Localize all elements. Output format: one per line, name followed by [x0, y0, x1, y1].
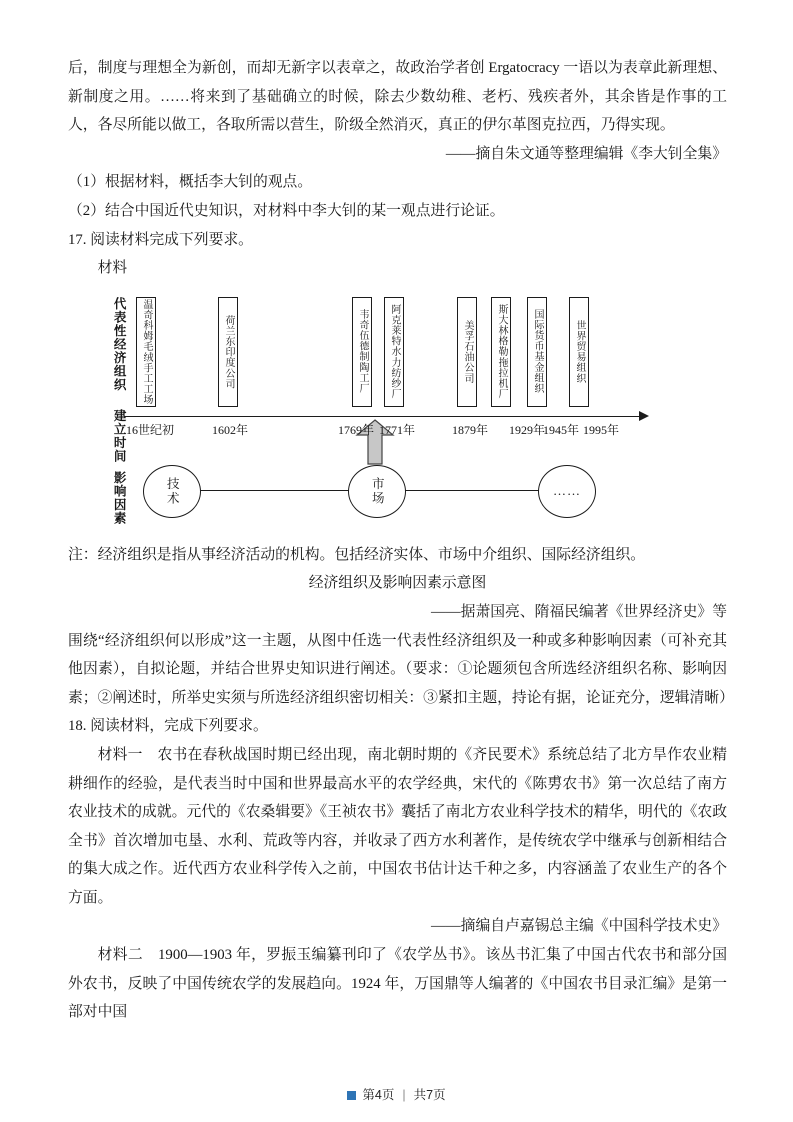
question-17-task: 围绕“经济组织何以形成”这一主题，从图中任选一代表性经济组织及一种或多种影响因素（可补充其他因素），自拟论题，并结合世界史知识进行阐述。（要求：①论题须包含所选经济组织名称、影响因素；②阐述时，所举史实须与所选经济组织密切相关：③紧扣主题，持论有据，论证充分，逻辑清晰） [68, 632, 734, 706]
org-year: 1995年 [582, 422, 619, 437]
material-two-text: 材料二 1900—1903 年，罗振玉编纂刊印了《农学丛书》。该丛书汇集了中国古代农书和部分国外农书，反映了中国传统农学的发展趋向。1924 年，万国鼎等人编著的《中国农书目录汇编》是第一部对中国 [68, 947, 727, 1021]
paragraph-li-dazhao-quote: 后，制度与理想全为新创，而却无新字以表章之，故政治学者创 Ergatocracy 一语以为表章此新理想、新制度之用。……将来到了基础确立的时候，除去少数幼稚、老朽、残疾者外，其余皆是作事的工人，各尽所能以做工，各取所需以营生，阶级全然消灭，真正的伊尔革图克拉西，乃得实现。 [68, 60, 727, 134]
org-year: 1945年 [542, 422, 579, 437]
org-name: 美孚石油公司 [462, 319, 473, 384]
material-one-source: ——摘编自卢嘉锡总主编《中国科学技术史》 [431, 918, 727, 935]
org-name: 阿克莱特水力纺纱厂 [389, 304, 400, 400]
material-label: 材料 [97, 260, 128, 277]
footer-marker-icon [347, 1091, 356, 1100]
footer-total-pages: 共7页 [413, 1088, 446, 1102]
org-name: 荷兰东印度公司 [223, 314, 234, 389]
factor-label: …… [553, 483, 581, 499]
factor-circle-technology [143, 465, 201, 518]
org-box-stalingrad-tractor [491, 297, 511, 407]
factor-label: 技术 [165, 476, 180, 506]
org-year: 1769年 [337, 422, 374, 437]
org-year: 1929年 [508, 422, 545, 437]
economic-organizations-diagram [104, 291, 728, 539]
org-year: 1771年 [378, 422, 415, 437]
org-box-arkwright-mill [384, 297, 404, 407]
factor-circle-market [348, 465, 406, 518]
org-name: 世界贸易组织 [574, 319, 585, 384]
question-18-header: 18. 阅读材料，完成下列要求。 [68, 718, 268, 735]
timeline-axis-line [124, 416, 639, 417]
source-li-dazhao: ——摘自朱文通等整理编辑《李大钊全集》 [445, 145, 727, 162]
org-box-wto [569, 297, 589, 407]
diagram-note: 注：经济组织是指从事经济活动的机构。包括经济实体、市场中介组织、国际经济组织。 [68, 546, 646, 563]
question-16-part2: （2）结合中国近代史知识，对材料中李大钊的某一观点进行论证。 [68, 202, 505, 219]
org-box-standard-oil [457, 297, 477, 407]
org-box-imf [527, 297, 547, 407]
page-footer [0, 1085, 793, 1103]
org-year: 1602年 [211, 422, 248, 437]
question-16-part1: （1）根据材料，概括李大钊的观点。 [68, 174, 313, 191]
org-box-wedgwood-pottery [352, 297, 372, 407]
material-one-text: 材料一 农书在春秋战国时期已经出现，南北朝时期的《齐民要术》系统总结了北方旱作农业精耕细作的经验，是代表当时中国和世界最高水平的农学经典，宋代的《陈旉农书》第一次总结了南方农业技术的成就。元代的《农桑辑要》《王祯农书》囊括了南北方农业科学技术的精华，明代的《农政全书》首次增加屯垦、水利、荒政等内容，并收录了西方水利著作，是传统农学中继承与创新相结合的集大成之作。近代西方农业科学传入之前，中国农书估计达千种之多，内容涵盖了农业生产的各个方面。 [68, 746, 727, 906]
footer-separator: | [402, 1088, 406, 1102]
diagram-source: ——据萧国亮、隋福民编著《世界经济史》等 [431, 603, 727, 620]
diagram-caption: 经济组织及影响因素示意图 [308, 575, 487, 592]
factor-circle-ellipsis [538, 465, 596, 518]
org-box-dutch-east-india [218, 297, 238, 407]
timeline-arrowhead-icon [639, 411, 649, 421]
org-name: 国际货币基金组织 [532, 309, 543, 395]
org-name: 斯大林格勒拖拉机厂 [496, 304, 507, 400]
axis-label-influencing-factors: 影响因素 [112, 470, 127, 525]
axis-label-representative-organizations: 代表性经济组织 [112, 296, 127, 392]
factor-label: 市场 [370, 476, 385, 506]
footer-page-number: 第4页 [362, 1088, 395, 1102]
org-name: 温奇科姆毛绒手工工场 [141, 298, 152, 405]
question-17-header: 17. 阅读材料完成下列要求。 [68, 231, 253, 248]
org-name: 韦奇伍德制陶工厂 [357, 309, 368, 395]
org-year: 16世纪初 [125, 422, 174, 437]
org-box-winchcombe-workshop [136, 297, 156, 407]
axis-label-founding-time: 建立时间 [112, 408, 127, 463]
org-year: 1879年 [451, 422, 488, 437]
